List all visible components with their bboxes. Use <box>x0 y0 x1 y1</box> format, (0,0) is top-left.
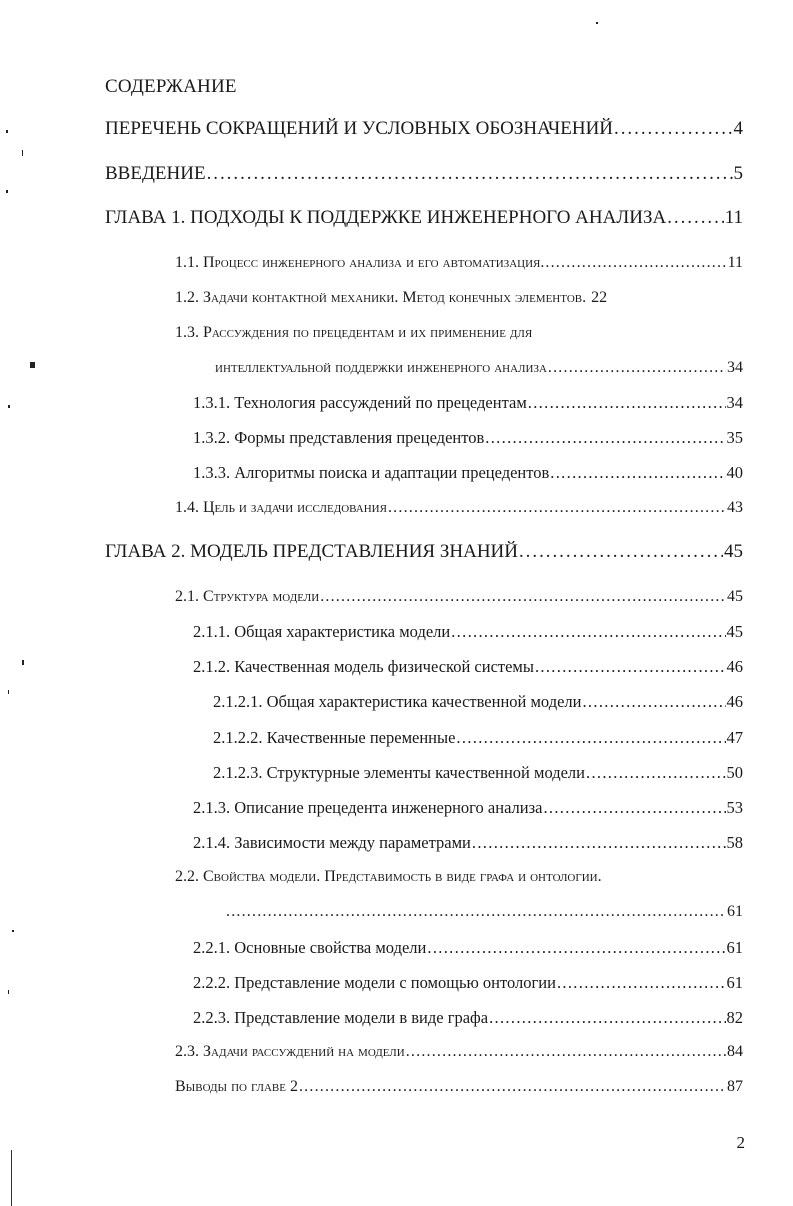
scan-speck <box>8 690 9 694</box>
toc-entry-label: 1.4. Цель и задачи исследования <box>175 499 387 516</box>
toc-entry-label: 2.1.4. Зависимости между параметрами <box>193 833 471 852</box>
toc-leader-dots <box>543 798 725 818</box>
toc-entry-1-2 <box>175 289 743 307</box>
toc-leader-dots <box>582 692 725 712</box>
toc-entry-2-1 <box>175 588 743 606</box>
toc-entry-page: 34 <box>727 359 743 376</box>
toc-leader-dots <box>519 541 723 563</box>
toc-entry-label: ГЛАВА 2. МОДЕЛЬ ПРЕДСТАВЛЕНИЯ ЗНАНИЙ <box>105 541 518 562</box>
toc-entry-page: 84 <box>727 1043 743 1060</box>
toc-leader-dots <box>535 657 726 677</box>
scan-speck <box>8 990 9 994</box>
toc-entry-label: ГЛАВА 1. ПОДХОДЫ К ПОДДЕРЖКЕ ИНЖЕНЕРНОГО АНАЛИЗА <box>105 207 667 228</box>
toc-leader-dots <box>299 1078 726 1096</box>
toc-leader-dots <box>485 428 725 448</box>
toc-entry-page: 11 <box>724 207 743 228</box>
toc-entry-page: 35 <box>726 428 743 447</box>
toc-entry-2-1-3 <box>193 798 743 818</box>
toc-entry-chapter-2 <box>105 541 743 563</box>
page-title: СОДЕРЖАНИЕ <box>105 76 237 97</box>
scan-speck <box>6 190 8 193</box>
toc-leader-dots <box>557 973 726 993</box>
toc-entry-label: ВВЕДЕНИЕ <box>105 163 206 184</box>
toc-entry-page: 61 <box>726 938 743 957</box>
toc-entry-label: 2.2.3. Представление модели в виде графа <box>193 1008 489 1027</box>
toc-leader-dots <box>489 1008 725 1028</box>
scan-speck <box>22 150 23 156</box>
page-number: 2 <box>736 1133 745 1152</box>
toc-leader-dots <box>472 833 726 853</box>
toc-entry-2-1-1 <box>193 622 743 642</box>
toc-leader-dots <box>406 1043 726 1061</box>
toc-entry-1-1 <box>175 254 743 272</box>
toc-leader-dots <box>320 588 726 606</box>
toc-entry-page: 34 <box>726 393 743 412</box>
toc-leader-dots <box>528 393 726 413</box>
toc-leader-dots <box>614 118 732 140</box>
toc-entry-page: 58 <box>726 833 743 852</box>
toc-entry-2-1-2 <box>193 657 743 677</box>
toc-entry-1-3: 1.3. Рассуждения по прецедентам и их применение для <box>175 324 533 341</box>
toc-entry-2-1-4 <box>193 833 743 853</box>
toc-leader-dots <box>548 359 726 377</box>
toc-entry-label: 1.1. Процесс инженерного анализа и его автоматизация. <box>175 254 545 271</box>
toc-entry-label: 2.1. Структура модели <box>175 588 320 605</box>
toc-entry-page: 46 <box>726 657 743 676</box>
toc-entry-label: 1.2. Задачи контактной механики. Метод конечных элементов. <box>175 289 587 306</box>
toc-entry-2-1-2-2 <box>213 728 743 748</box>
toc-entry-2-2-continued <box>225 903 743 921</box>
toc-entry-label: 2.2.2. Представление модели с помощью онтологии <box>193 973 556 992</box>
toc-entry-label: 1.3.3. Алгоритмы поиска и адаптации прецедентов <box>193 463 550 482</box>
toc-leader-dots <box>545 254 726 272</box>
toc-entry-page: 82 <box>726 1008 743 1027</box>
toc-entry-2-2-3 <box>193 1008 743 1028</box>
toc-entry-2-2-2 <box>193 973 743 993</box>
toc-entry-1-3-continued <box>215 359 743 377</box>
toc-entry-page: 45 <box>724 541 743 562</box>
toc-entry-chapter-1 <box>105 207 743 229</box>
scan-speck <box>12 930 14 932</box>
toc-leader-dots <box>451 622 725 642</box>
toc-entry-2-1-2-3 <box>213 763 743 783</box>
toc-entry-page: 61 <box>726 973 743 992</box>
toc-leader-dots <box>456 728 725 748</box>
toc-entry-2-2-1 <box>193 938 743 958</box>
toc-entry-page: 45 <box>727 588 743 605</box>
toc-entry-label: 2.2.1. Основные свойства модели <box>193 938 427 957</box>
toc-leader-dots <box>667 207 724 229</box>
toc-leader-dots <box>550 463 725 483</box>
toc-entry-page: 87 <box>727 1078 743 1095</box>
toc-entry-page: 53 <box>726 798 743 817</box>
toc-leader-dots <box>427 938 725 958</box>
toc-leader-dots <box>226 903 726 921</box>
toc-entry-page: 5 <box>733 163 743 184</box>
toc-entry-1-4 <box>175 499 743 517</box>
toc-entry-page: 61 <box>727 903 743 920</box>
toc-entry-chapter-2-conclusions <box>175 1078 743 1096</box>
scan-speck <box>22 660 24 665</box>
toc-leader-dots <box>388 499 726 517</box>
toc-entry-1-3-1 <box>193 393 743 413</box>
toc-entry-page: 22 <box>591 289 608 306</box>
toc-entry-label: Выводы по главе 2 <box>175 1078 298 1095</box>
scan-speck <box>8 405 10 408</box>
toc-entry-page: 46 <box>726 692 743 711</box>
toc-entry-abbreviations <box>105 118 743 140</box>
toc-entry-2-1-2-1 <box>213 692 743 712</box>
toc-entry-label: ПЕРЕЧЕНЬ СОКРАЩЕНИЙ И УСЛОВНЫХ ОБОЗНАЧЕНИЙ <box>105 118 614 139</box>
toc-entry-label: 2.1.1. Общая характеристика модели <box>193 622 451 641</box>
toc-entry-label: 2.1.2. Качественная модель физической системы <box>193 657 534 676</box>
toc-entry-label: 1.3.2. Формы представления прецедентов <box>193 428 485 447</box>
toc-entry-label: 2.1.2.3. Структурные элементы качественной модели <box>213 763 585 782</box>
scan-speck <box>6 130 8 133</box>
toc-entry-page: 50 <box>726 763 743 782</box>
toc-entry-page: 45 <box>726 622 743 641</box>
toc-entry-1-3-3 <box>193 463 743 483</box>
toc-entry-label: интеллектуальной поддержки инженерного анализа <box>215 359 547 376</box>
scan-speck <box>30 362 35 368</box>
toc-entry-label: 2.1.3. Описание прецедента инженерного анализа <box>193 798 543 817</box>
toc-entry-page: 43 <box>727 499 743 516</box>
toc-leader-dots <box>207 163 733 185</box>
toc-entry-label: 2.3. Задачи рассуждений на модели <box>175 1043 405 1060</box>
toc-entry-2-2: 2.2. Свойства модели. Представимость в виде графа и онтологии. <box>175 868 602 885</box>
toc-entry-2-3 <box>175 1043 743 1061</box>
toc-entry-page: 4 <box>733 118 743 139</box>
toc-entry-introduction <box>105 163 743 185</box>
scan-speck <box>596 22 598 24</box>
toc-entry-1-3-2 <box>193 428 743 448</box>
toc-entry-label: 2.1.2.2. Качественные переменные <box>213 728 456 747</box>
toc-entry-page: 40 <box>726 463 743 482</box>
toc-leader-dots <box>586 763 726 783</box>
scan-edge-line <box>11 1150 12 1206</box>
toc-entry-page: 11 <box>727 254 743 271</box>
toc-entry-page: 47 <box>726 728 743 747</box>
toc-entry-label: 1.3.1. Технология рассуждений по прецедентам <box>193 393 527 412</box>
toc-entry-label: 2.1.2.1. Общая характеристика качественной модели <box>213 692 582 711</box>
